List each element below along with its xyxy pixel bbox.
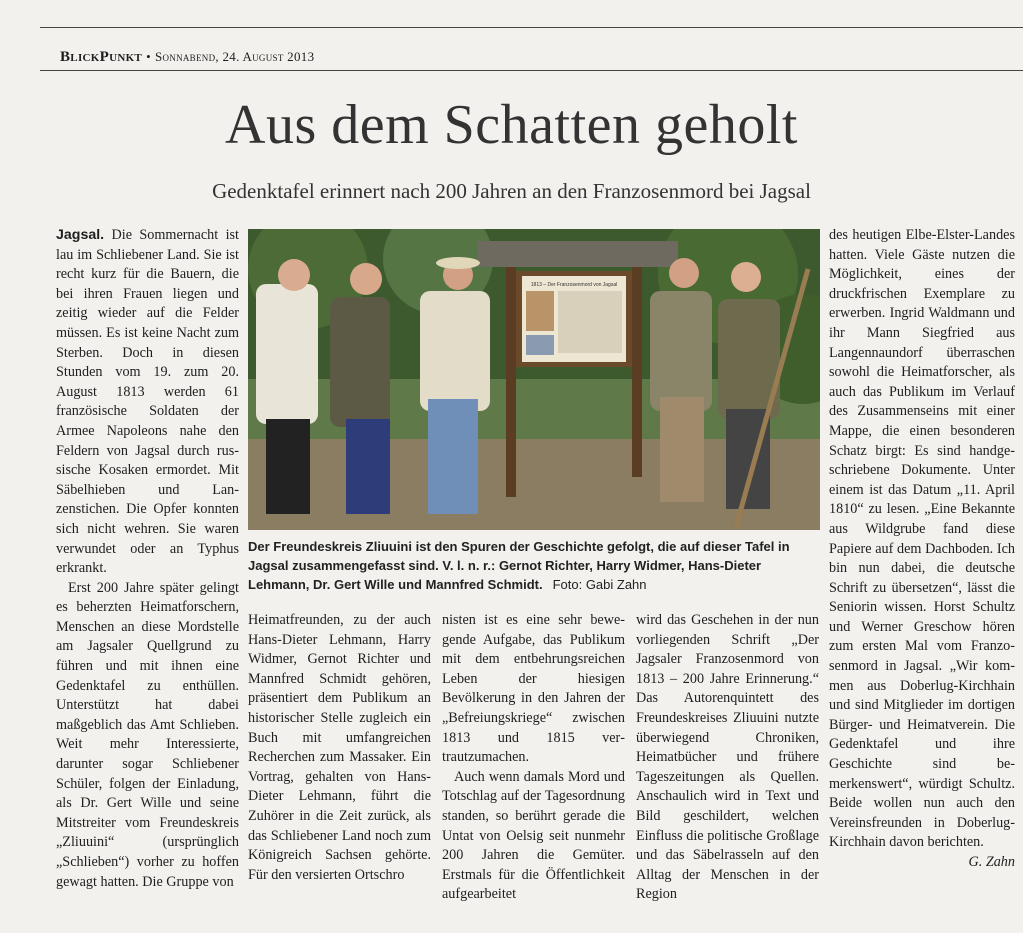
issue-date: Sonnabend, 24. August 2013 bbox=[154, 49, 315, 64]
board-roof bbox=[478, 241, 678, 267]
subheadline: Gedenktafel erinnert nach 200 Jahren an den Franzosenmord bei Jagsal bbox=[212, 179, 811, 203]
paragraph: wird das Geschehen in der nun vorliegenden Schrift „Der Jagsaler Franzosenmord von 1813 – 200 Jahre Erinnerung.“ Das Autorenquintett des Freundeskreises Zliuuini nutzte überwiegend Chroniken, Heimatbücher und frühere Tageszeitungen als Quellen. Anschaulich wird in Text und Bild geschildert, welchen Einfluss die politische Großlage und das Säbelrasseln auf den Alltag der Menschen in der Region bbox=[636, 612, 819, 903]
article-column-4 bbox=[636, 611, 819, 905]
photo-credit: Foto: Gabi Zahn bbox=[552, 577, 647, 592]
board-title: 1813 – Der Franzosenmord von Jagsal bbox=[530, 282, 618, 288]
paragraph: nisten ist es eine sehr bewegende Aufgabe, das Publikum mit dem entbehrungsreichen Leben der hiesigen Bevölkerung in den Jahren der „Befreiungskriege“ zwischen 1813 und 1815 vertrautzumachen. bbox=[442, 612, 625, 766]
paragraph: Erst 200 Jahre später gelingt es beherzten Heimatforschern, Menschen an diese Mordstelle am Jagsaler Quellgrund zu führen und mit ihnen eine Gedenktafel zu enthüllen. Unterstützt hat dabei maßgeblich das Amt Schlieben. Weit mehr Interessierte, darunter sogar Schliebener Schüler, folgen der Einladung, als Dr. Gert Wille und seine Mitstreiter vom Freundeskreis „Zliuuini“ (ursprünglich „Schlieben“) vorher zu hoffen gewagt hatten. Die Gruppe von bbox=[56, 579, 239, 890]
photo-illustration bbox=[248, 229, 820, 530]
article-column-2 bbox=[248, 611, 431, 885]
paragraph: Heimatfreunden, zu der auch Hans-Dieter Lehmann, Harry Widmer, Gernot Richter und Mannfred Schmidt gehören, präsentiert dem Publikum an historischer Stelle zugleich ein Buch mit umfangreichen Recherchen zum Massaker. Ein Vortrag, gehalten von Hans-Dieter Lehmann, führt die Zuhörer in die Zeit zurück, als das Schliebener Land noch zum Königreich Sachsen gehörte. Für den versierten Ortschro bbox=[248, 612, 431, 883]
article-column-3 bbox=[442, 611, 625, 905]
dateline: Jagsal. bbox=[56, 227, 105, 243]
paragraph: Auch wenn damals Mord und Totschlag auf der Tagesordnung standen, so berührt gerade die Untat von Oelsig seit nunmehr 200 Jahren die Gemüter. Erstmals für die Öffentlichkeit aufgearbeitet bbox=[442, 768, 625, 903]
photo-caption bbox=[248, 537, 822, 594]
paragraph bbox=[56, 226, 239, 579]
article-column-5 bbox=[829, 226, 1015, 873]
article-column-1 bbox=[56, 226, 239, 892]
article-photo bbox=[248, 229, 820, 530]
board-post-left bbox=[506, 267, 516, 497]
separator-bullet: • bbox=[146, 49, 151, 64]
paragraph: des heutigen Elbe-Elster-Landes hatten. Viele Gäste nutzen die Möglichkeit, eines der druckfrischen Exemplare zu erwerben. Ingrid Waldmann und ihr Mann Siegfried aus Langennaundorf überraschen sowohl die Heimatforscher, als auch das Publikum im Verlauf des Zusammenseins mit einer Mappe, die einen besonderen Schatz birgt: Es sind handgeschriebene Dokumente. Unter einem ist das Datum „11. April 1810“ zu lesen. „Eine Bekannte aus Wildgrube fand diese Papiere auf dem Dachboden. Ich bin nun dabei, die deutsche Schrift zu übersetzen“, lässt die Seniorin wissen. Horst Schultz und Werner Greschow hören zum ersten Mal vom Franzosenmord in Jagsal. „Wir kommen aus Doberlug-Kirchhain und sind Mitglieder im dortigen Bürger- und Heimatverein. Die Gedenktafel und ihre Geschichte sind bemerkenswert“, würdigt Schultz. Beide wollen nun auch den Vereinsfreunden in Doberlug-Kirchhain davon berichten. bbox=[829, 227, 1015, 851]
board-post-right bbox=[632, 267, 642, 477]
headline: Aus dem Schatten geholt bbox=[225, 94, 798, 156]
masthead bbox=[60, 49, 314, 66]
publication-name: BlickPunkt bbox=[60, 49, 143, 65]
top-rule bbox=[40, 27, 1023, 28]
paragraph-text: Die Sommernacht ist lau im Schliebener Land. Sie ist recht kurz für die Bauern, die bei ihren Frauen liegen und zeitig wieder auf die Felder müssen. Es ist keine Nacht zum Sterben. Doch in diesen Stunden vom 19. zum 20. August 1813 werden 61 französische Soldaten der Armee Napoleons nahe den Feldern von Jagsal durch russische Kosaken ermordet. Mit Säbelhieben und Lanzenstichen. Die Opfer konnten sich nicht wehren. Sie waren verwundet oder an Typhus erkrankt. bbox=[56, 227, 239, 577]
author-signature: G. Zahn bbox=[968, 854, 1015, 870]
caption-text: Der Freundeskreis Zliuuini ist den Spuren der Geschichte gefolgt, die auf dieser Tafel in Jagsal zusammengefasst sind. V. l. n. r.: Gernot Richter, Harry Widmer, Hans-Dieter Lehmann, Dr. Gert Wille und Mannfred Schmidt. bbox=[248, 539, 790, 592]
masthead-rule bbox=[40, 70, 1023, 71]
